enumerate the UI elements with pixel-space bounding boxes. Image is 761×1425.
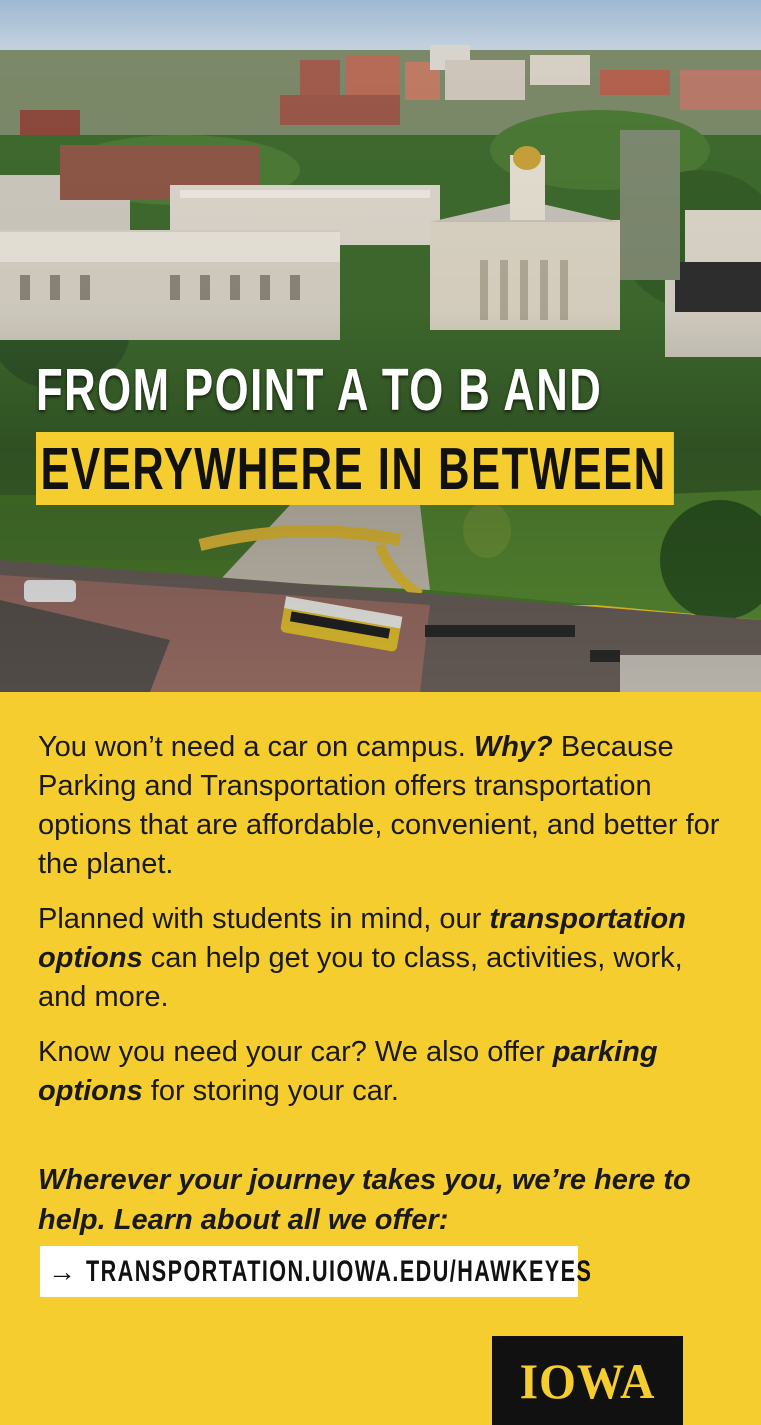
website-url: TRANSPORTATION.UIOWA.EDU/HAWKEYES <box>86 1254 593 1288</box>
paragraph-parking-rest: for storing your car. <box>150 1075 399 1107</box>
paragraph-transportation-lead: Planned with students in mind, our <box>38 903 482 935</box>
paragraph-why-rest: Because Parking and Transportation offers transportation options that are affordable, convenient, and better for the planet. <box>38 731 720 880</box>
call-to-action: Wherever your journey takes you, we’re here to help. Learn about all we offer: <box>38 1164 691 1236</box>
parking-options-emphasis: parking options <box>38 1036 658 1107</box>
headline-line-2: EVERYWHERE IN BETWEEN <box>36 432 674 505</box>
iowa-logo-text: IOWA <box>519 1352 656 1409</box>
headline-line-1: FROM POINT A TO B AND <box>36 357 603 423</box>
paragraph-why-lead: You won’t need a car on campus. <box>38 731 466 763</box>
why-emphasis: Why? <box>473 731 553 763</box>
body-copy <box>38 728 728 1111</box>
arrow-right-icon: → <box>48 1255 76 1287</box>
campus-aerial-photo <box>0 0 761 692</box>
paragraph-transportation-rest: can help get you to class, activities, work, and more. <box>38 942 683 1013</box>
paragraph-parking <box>38 1033 728 1111</box>
headline <box>36 355 674 505</box>
iowa-logo <box>492 1336 683 1425</box>
paragraph-parking-lead: Know you need your car? We also offer <box>38 1036 545 1068</box>
paragraph-transportation <box>38 900 728 1017</box>
campus-illustration <box>0 0 761 692</box>
website-link[interactable] <box>40 1246 593 1297</box>
transportation-options-emphasis: transportation options <box>38 903 686 974</box>
paragraph-why <box>38 728 728 884</box>
